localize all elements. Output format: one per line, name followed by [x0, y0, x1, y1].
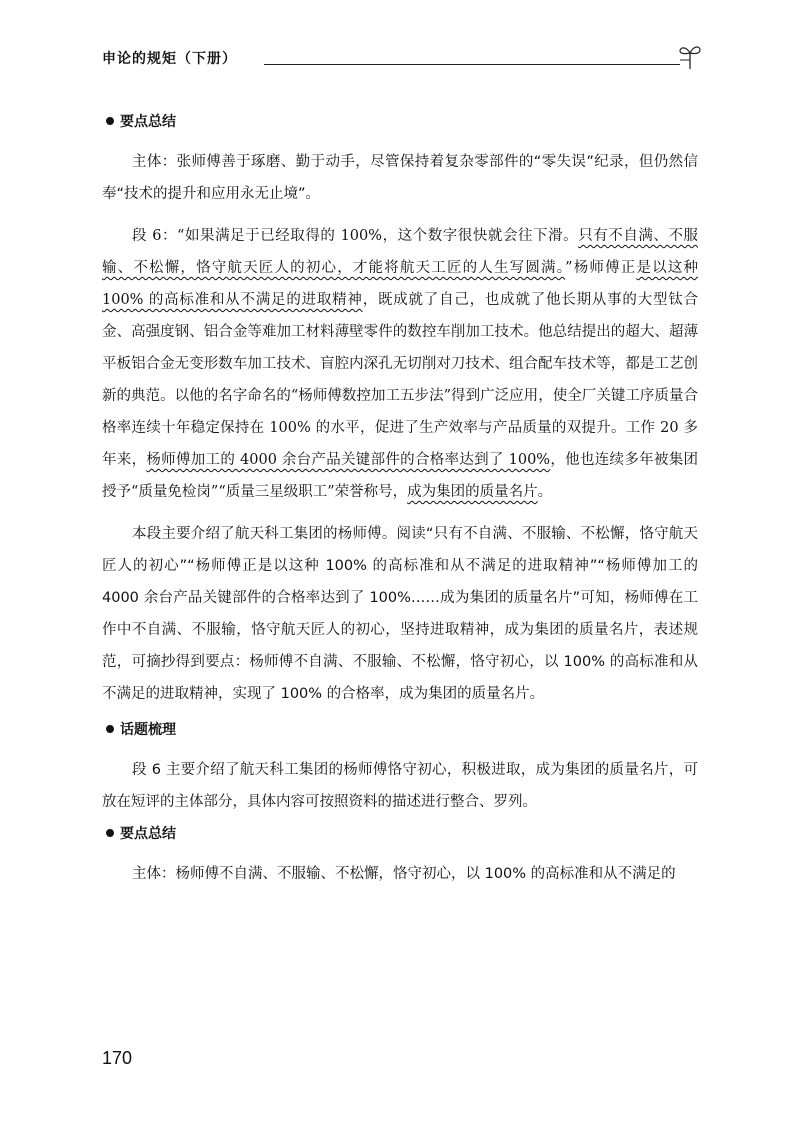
- underlined-phrase: 是以这种 100% 的高标准和从不满足的进取精神: [102, 260, 698, 308]
- underlined-phrase: 成为集团的质量名片: [407, 484, 538, 500]
- main-content: [102, 112, 698, 900]
- bullet-icon: [106, 725, 114, 733]
- summary-paragraph: 主体：杨师傅不自满、不服输、不松懈，恪守初心，以 100% 的高标准和从不满足的: [132, 866, 676, 882]
- underlined-phrase: 只有不自满、不服输、不松懈，恪守航天匠人的初心，才能将航天工匠的人生写圆满。: [102, 228, 699, 276]
- heading-text: 要点总结: [120, 826, 176, 842]
- para6-part: ，既成就了自己，也成就了他长期从事的大型钛合金、高强度钢、铝合金等难加工材料薄壁零件的数控车削加工技术。他总结提出的超大、超薄平板铝合金无变形数车加工技术、盲腔内深孔无切削对刀技术、组合配车技术等，都是工艺创新的典范。以他的名字命名的“杨师傅数控加工五步法”得到广泛应用，使全厂关键工序质量合格率连续十年稳定保持在 100% 的水平，促进了生产效率与产品质量的双提升。工作 20 多年来，: [102, 292, 698, 468]
- source-paragraph-6: [102, 220, 698, 508]
- running-header: [102, 48, 702, 70]
- para6-part: ，他也连续多年被集团授予“质量免检岗”“质量三星级职工”荣誉称号，: [102, 452, 699, 500]
- bullet-icon: [106, 829, 114, 837]
- para6-part: 段 6：“如果满足于已经取得的 100%，这个数字很快就会往下滑。: [132, 228, 579, 244]
- bullet-icon: [106, 117, 114, 125]
- heading-text: 话题梳理: [120, 722, 176, 738]
- topic-paragraph: 段 6 主要介绍了航天科工集团的杨师傅恪守初心，积极进取，成为集团的质量名片，可放在短评的主体部分，具体内容可按照资料的描述进行整合、罗列。: [102, 762, 698, 810]
- sprout-icon: [678, 42, 702, 70]
- section-heading: [102, 824, 698, 844]
- para6-part: 。: [537, 484, 553, 500]
- page-number: 170: [102, 1048, 133, 1068]
- underlined-phrase: 杨师傅加工的 4000 余台产品关键部件的合格率达到了 100%: [146, 452, 551, 468]
- book-title: 申论的规矩（下册）: [102, 51, 237, 67]
- analysis-paragraph: 本段主要介绍了航天科工集团的杨师傅。阅读“只有不自满、不服输、不松懈，恪守航天匠人的初心”“杨师傅正是以这种 100% 的高标准和从不满足的进取精神”“杨师傅加工的 4000 余台产品关键部件的合格率达到了 100%……成为集团的质量名片”可知，杨师傅在工作中不自满、不服输，恪守航天匠人的初心，坚持进取精神，成为集团的质量名片，表述规范，可摘抄得到要点：杨师傅不自满、不服输、不松懈，恪守初心，以 100% 的高标准和从不满足的进取精神，实现了 100% 的合格率，成为集团的质量名片。: [102, 526, 698, 702]
- section-heading: [102, 720, 698, 740]
- summary-paragraph: 主体：张师傅善于琢磨、勤于动手，尽管保持着复杂零部件的“零失误”纪录，但仍然信奉“技术的提升和应用永无止境”。: [102, 154, 698, 202]
- section-heading: [102, 112, 698, 132]
- para6-part: ”杨师傅正: [565, 260, 637, 276]
- heading-text: 要点总结: [120, 114, 176, 130]
- header-rule: [264, 64, 680, 65]
